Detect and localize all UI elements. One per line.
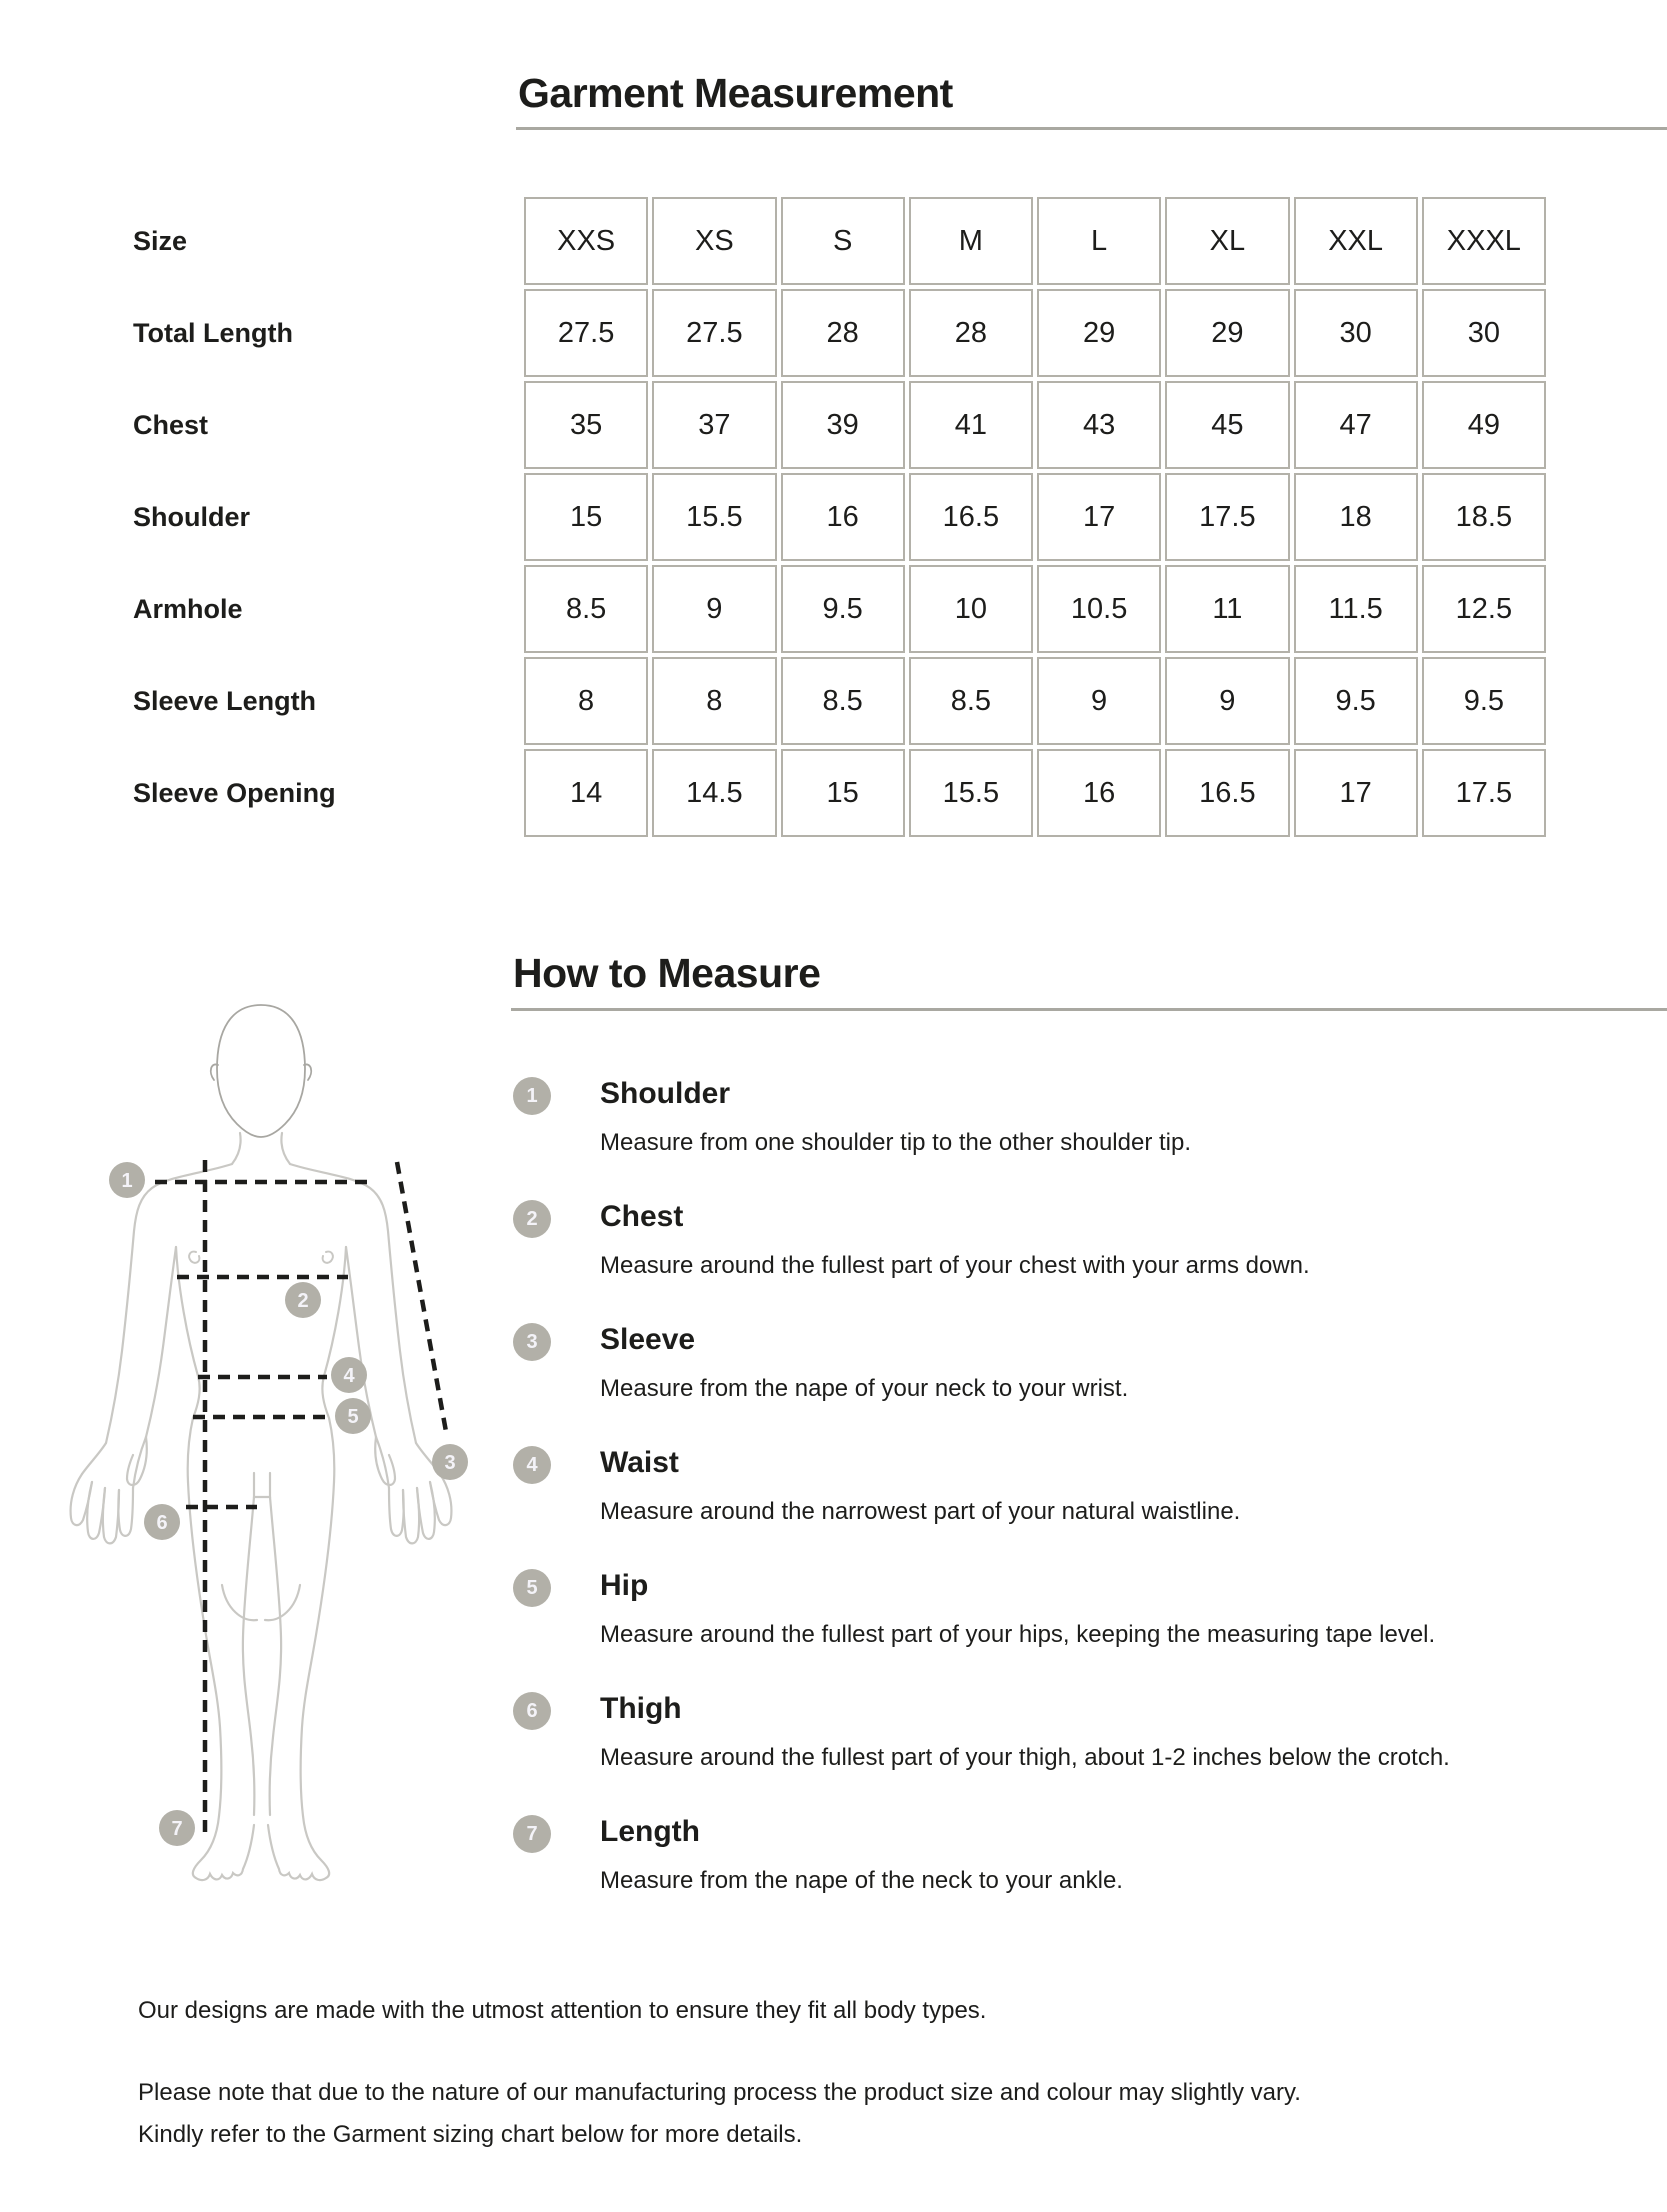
item-description: Measure from one shoulder tip to the other shoulder tip. bbox=[600, 1129, 1191, 1156]
item-description: Measure from the nape of the neck to your ankle. bbox=[600, 1867, 1123, 1894]
foot-right bbox=[268, 1816, 329, 1880]
diagram-marker-7 bbox=[159, 1810, 195, 1846]
size-cell: 28 bbox=[909, 289, 1033, 377]
leg-left-inner bbox=[243, 1497, 254, 1815]
size-cell: 47 bbox=[1294, 381, 1418, 469]
size-cell: 17 bbox=[1037, 473, 1161, 561]
column-header-xs: XS bbox=[652, 197, 776, 285]
item-title: Shoulder bbox=[600, 1077, 731, 1110]
diagram-marker-4 bbox=[331, 1357, 367, 1393]
size-cell: 8.5 bbox=[524, 565, 648, 653]
item-title: Sleeve bbox=[600, 1323, 696, 1356]
body-outline bbox=[71, 1005, 452, 1880]
sleeve-measure-line bbox=[397, 1162, 447, 1437]
item-number-badge: 2 bbox=[513, 1200, 551, 1238]
measure-item-shoulder bbox=[513, 1076, 1658, 1159]
size-cell: 9.5 bbox=[1294, 657, 1418, 745]
leg-right-inner bbox=[270, 1497, 281, 1815]
size-cell: 9 bbox=[1165, 657, 1289, 745]
hand-left bbox=[71, 1437, 147, 1543]
column-header-xl: XL bbox=[1165, 197, 1289, 285]
size-cell: 10 bbox=[909, 565, 1033, 653]
item-title: Waist bbox=[600, 1446, 679, 1479]
nipple-left bbox=[189, 1252, 199, 1263]
size-cell: 27.5 bbox=[524, 289, 648, 377]
size-cell: 28 bbox=[781, 289, 905, 377]
svg-text:4: 4 bbox=[343, 1365, 355, 1387]
row-label-sleeve-opening: Sleeve Opening bbox=[133, 777, 336, 808]
foot-left bbox=[193, 1816, 254, 1880]
size-cell: 8 bbox=[524, 657, 648, 745]
groin-arc-left bbox=[222, 1585, 257, 1620]
size-cell: 15.5 bbox=[652, 473, 776, 561]
svg-text:3: 3 bbox=[444, 1452, 456, 1474]
size-cell: 12.5 bbox=[1422, 565, 1546, 653]
footer-note-refer: Kindly refer to the Garment sizing chart below for more details. bbox=[138, 2121, 803, 2148]
item-number-badge: 3 bbox=[513, 1323, 551, 1361]
size-cell: 14 bbox=[524, 749, 648, 837]
size-cell: 16 bbox=[781, 473, 905, 561]
row-label-size: Size bbox=[133, 225, 188, 256]
column-header-s: S bbox=[781, 197, 905, 285]
how-to-measure-list bbox=[513, 1076, 1658, 1937]
item-description: Measure around the fullest part of your hips, keeping the measuring tape level. bbox=[600, 1621, 1436, 1648]
column-header-xxxl: XXXL bbox=[1422, 197, 1546, 285]
garment-size-table bbox=[133, 197, 1546, 837]
footer-note-fit: Our designs are made with the utmost attention to ensure they fit all body types. bbox=[138, 1997, 987, 2024]
size-cell: 11 bbox=[1165, 565, 1289, 653]
measure-item-chest bbox=[513, 1199, 1658, 1282]
diagram-marker-3 bbox=[432, 1444, 468, 1480]
size-cell: 43 bbox=[1037, 381, 1161, 469]
measure-item-waist bbox=[513, 1445, 1658, 1528]
size-cell: 18 bbox=[1294, 473, 1418, 561]
svg-text:5: 5 bbox=[347, 1406, 359, 1428]
size-cell: 9 bbox=[652, 565, 776, 653]
row-label-shoulder: Shoulder bbox=[133, 501, 251, 532]
heading-rule bbox=[511, 1008, 1667, 1011]
size-cell: 15 bbox=[781, 749, 905, 837]
size-cell: 27.5 bbox=[652, 289, 776, 377]
garment-measurement-title: Garment Measurement bbox=[518, 70, 953, 116]
item-title: Thigh bbox=[600, 1692, 682, 1725]
size-cell: 9 bbox=[1037, 657, 1161, 745]
diagram-marker-1 bbox=[109, 1162, 145, 1198]
groin-arc-right bbox=[265, 1585, 300, 1620]
measure-item-thigh bbox=[513, 1691, 1658, 1774]
svg-text:6: 6 bbox=[156, 1512, 168, 1534]
row-label-sleeve-length: Sleeve Length bbox=[133, 685, 317, 716]
item-number-badge: 7 bbox=[513, 1815, 551, 1853]
item-title: Length bbox=[600, 1815, 700, 1848]
size-cell: 41 bbox=[909, 381, 1033, 469]
size-cell: 35 bbox=[524, 381, 648, 469]
svg-text:2: 2 bbox=[297, 1290, 309, 1312]
torso-left bbox=[176, 1247, 200, 1482]
size-cell: 49 bbox=[1422, 381, 1546, 469]
size-cell: 11.5 bbox=[1294, 565, 1418, 653]
item-number-badge: 1 bbox=[513, 1077, 551, 1115]
size-cell: 30 bbox=[1422, 289, 1546, 377]
size-cell: 8.5 bbox=[781, 657, 905, 745]
diagram-marker-2 bbox=[285, 1282, 321, 1318]
svg-text:1: 1 bbox=[121, 1170, 133, 1192]
item-number-badge: 5 bbox=[513, 1569, 551, 1607]
size-cell: 8.5 bbox=[909, 657, 1033, 745]
diagram-marker-5 bbox=[335, 1398, 371, 1434]
item-description: Measure around the narrowest part of your natural waistline. bbox=[600, 1498, 1241, 1525]
size-cell: 15.5 bbox=[909, 749, 1033, 837]
row-label-total-length: Total Length bbox=[133, 317, 293, 348]
svg-text:7: 7 bbox=[171, 1818, 183, 1840]
size-cell: 10.5 bbox=[1037, 565, 1161, 653]
leg-right-outer bbox=[301, 1482, 334, 1816]
how-to-measure-heading: How to Measure bbox=[513, 950, 821, 996]
size-cell: 29 bbox=[1037, 289, 1161, 377]
size-cell: 29 bbox=[1165, 289, 1289, 377]
size-cell: 37 bbox=[652, 381, 776, 469]
footer-note-variance: Please note that due to the nature of our manufacturing process the product size and colour may slightly vary. bbox=[138, 2079, 1301, 2106]
item-title: Chest bbox=[600, 1200, 684, 1233]
body-measurement-diagram bbox=[55, 985, 475, 1905]
row-label-armhole: Armhole bbox=[133, 593, 243, 624]
size-cell: 16.5 bbox=[909, 473, 1033, 561]
measure-item-sleeve bbox=[513, 1322, 1658, 1405]
item-description: Measure around the fullest part of your chest with your arms down. bbox=[600, 1252, 1310, 1279]
arm-left-inner bbox=[146, 1247, 176, 1437]
item-number-badge: 4 bbox=[513, 1446, 551, 1484]
size-cell: 9.5 bbox=[1422, 657, 1546, 745]
neck-right bbox=[281, 1133, 290, 1164]
nipple-right bbox=[323, 1252, 333, 1263]
size-cell: 17.5 bbox=[1422, 749, 1546, 837]
column-header-m: M bbox=[909, 197, 1033, 285]
size-cell: 8 bbox=[652, 657, 776, 745]
size-cell: 16.5 bbox=[1165, 749, 1289, 837]
size-cell: 17.5 bbox=[1165, 473, 1289, 561]
row-label-chest: Chest bbox=[133, 409, 209, 440]
column-header-xxs: XXS bbox=[524, 197, 648, 285]
size-cell: 15 bbox=[524, 473, 648, 561]
column-header-xxl: XXL bbox=[1294, 197, 1418, 285]
size-cell: 18.5 bbox=[1422, 473, 1546, 561]
size-cell: 14.5 bbox=[652, 749, 776, 837]
item-number-badge: 6 bbox=[513, 1692, 551, 1730]
head-outline bbox=[217, 1005, 305, 1137]
title-rule bbox=[516, 127, 1667, 130]
measure-item-length bbox=[513, 1814, 1658, 1897]
diagram-marker-6 bbox=[144, 1504, 180, 1540]
size-cell: 9.5 bbox=[781, 565, 905, 653]
size-cell: 45 bbox=[1165, 381, 1289, 469]
size-cell: 17 bbox=[1294, 749, 1418, 837]
size-cell: 39 bbox=[781, 381, 905, 469]
item-description: Measure from the nape of your neck to your wrist. bbox=[600, 1375, 1129, 1402]
column-header-l: L bbox=[1037, 197, 1161, 285]
size-cell: 30 bbox=[1294, 289, 1418, 377]
crotch-mark bbox=[254, 1473, 270, 1497]
measure-item-hip bbox=[513, 1568, 1658, 1651]
item-description: Measure around the fullest part of your thigh, about 1-2 inches below the crotch. bbox=[600, 1744, 1450, 1771]
item-title: Hip bbox=[600, 1569, 649, 1602]
size-cell: 16 bbox=[1037, 749, 1161, 837]
neck-left bbox=[232, 1133, 241, 1164]
